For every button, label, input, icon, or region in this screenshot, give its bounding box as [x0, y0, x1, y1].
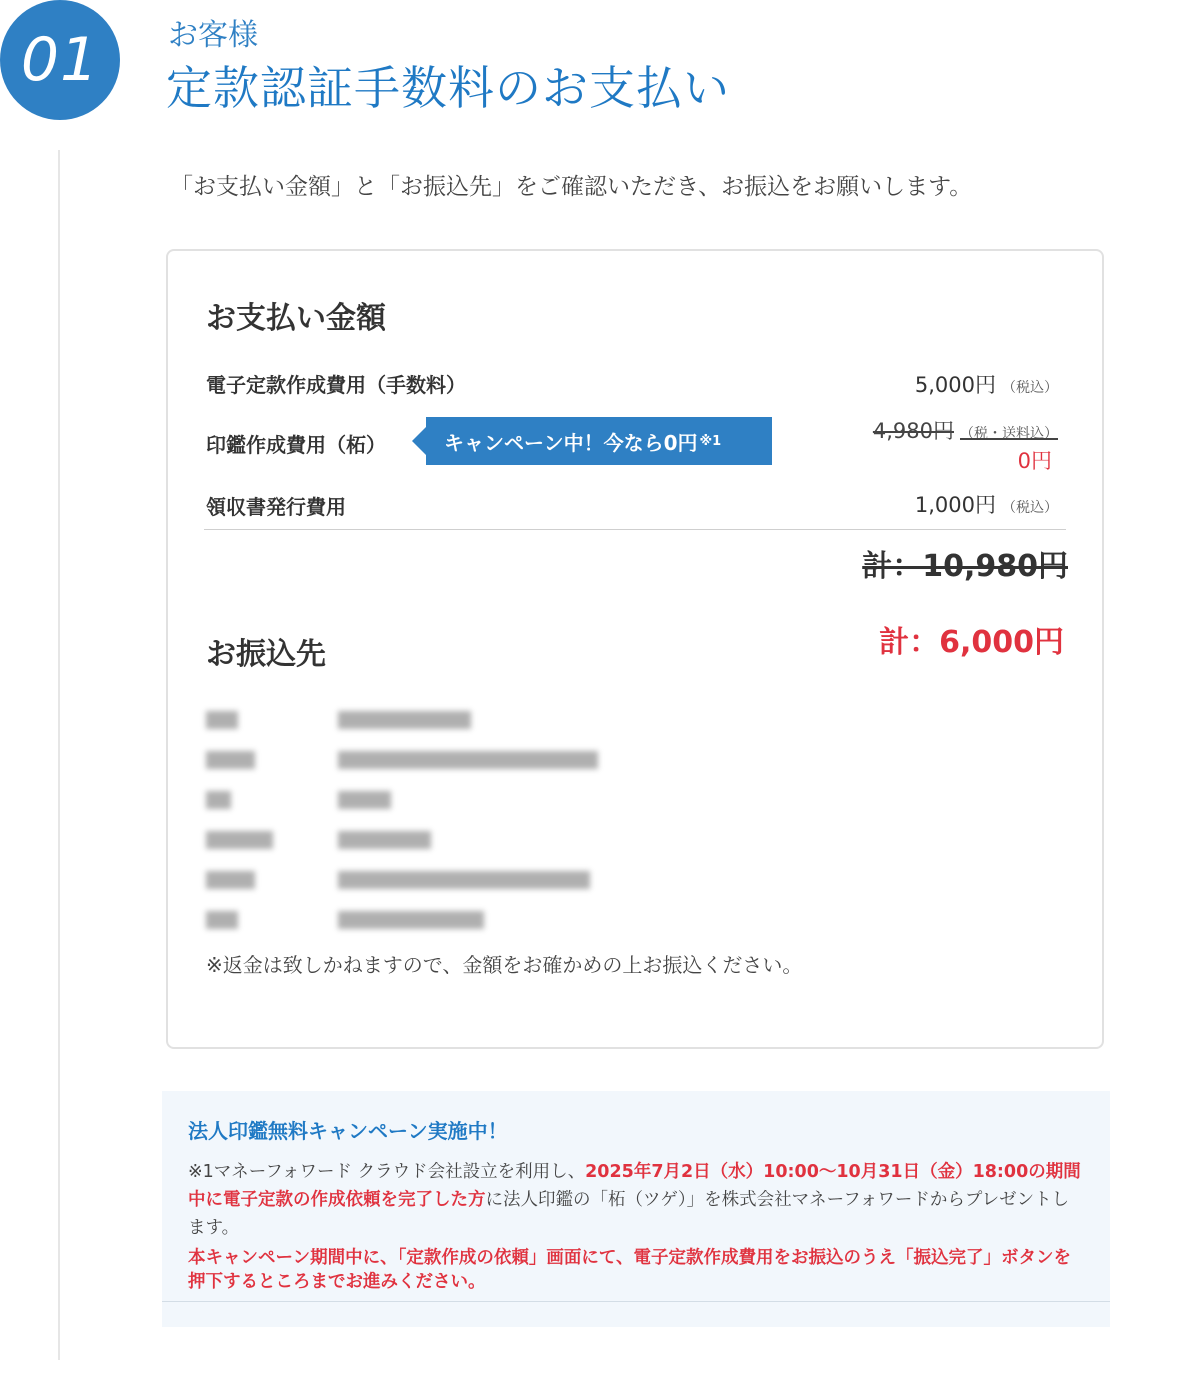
obscured-value [338, 751, 598, 769]
receipt-row-amount: 1,000円 （税込） [914, 493, 1058, 517]
fee-row-amount: 5,000円 （税込） [914, 373, 1058, 397]
obscured-key [206, 871, 255, 889]
campaign-badge: キャンペーン中！今なら0円 ※1 [426, 417, 772, 465]
payment-heading: お支払い金額 [206, 301, 386, 336]
campaign-period: 2025年7月2日（水）10:00〜10月31日（金）18:00の期間中に電子定款の作成依頼を完了した方 [188, 1162, 1081, 1210]
obscured-key [206, 831, 273, 849]
obscured-value [338, 711, 471, 729]
obscured-key [206, 911, 238, 929]
obscured-value [338, 831, 431, 849]
obscured-key [206, 791, 231, 809]
step-actor-label: お客様 [168, 18, 258, 53]
obscured-key [206, 751, 255, 769]
obscured-value [338, 911, 484, 929]
campaign-note: 本キャンペーン期間中に、「定款作成の依頼」画面にて、電子定款作成費用をお振込のうえ「振込完了」ボタンを押下するところまでお進みください。 [188, 1248, 1072, 1292]
obscured-value [338, 871, 590, 889]
seal-row-label: 印鑑作成費用（柘） [206, 433, 386, 457]
receipt-row-label: 領収書発行費用 [206, 495, 346, 519]
step-number-badge: 01 [0, 0, 120, 120]
campaign-title: 法人印鑑無料キャンペーン実施中！ [188, 1119, 508, 1143]
fee-row-label: 電子定款作成費用（手数料） [206, 373, 466, 397]
obscured-key [206, 711, 238, 729]
refund-note: ※返金は致しかねますので、金額をお確かめの上お振込ください。 [206, 953, 803, 977]
campaign-divider [162, 1301, 1110, 1302]
transfer-heading: お振込先 [206, 637, 326, 672]
obscured-value [338, 791, 391, 809]
seal-row-campaign-amount: 0円 [1017, 449, 1052, 473]
page-title: 定款認証手数料のお支払い [166, 61, 730, 115]
intro-text: 「お支払い金額」と「お振込先」をご確認いただき、お振込をお願いします。 [170, 174, 973, 200]
payment-card [166, 249, 1104, 1049]
total-original: 計：10,980円 [862, 549, 1068, 584]
total-campaign: 計：6,000円 [879, 625, 1064, 660]
campaign-body: ※1マネーフォワード クラウド会社設立を利用し、2025年7月2日（水）10:00〜10月31日（金）18:00の期間中に電子定款の作成依頼を完了した方に法人印鑑の「柘（ツゲ）」を株式会社マネーフォワードからプレゼントします。 [188, 1162, 1081, 1238]
seal-row-original-amount: 4,980円 （税・送料込） [872, 419, 1058, 443]
step-timeline-line [58, 150, 60, 1360]
campaign-panel [162, 1091, 1110, 1327]
total-divider [204, 529, 1066, 530]
